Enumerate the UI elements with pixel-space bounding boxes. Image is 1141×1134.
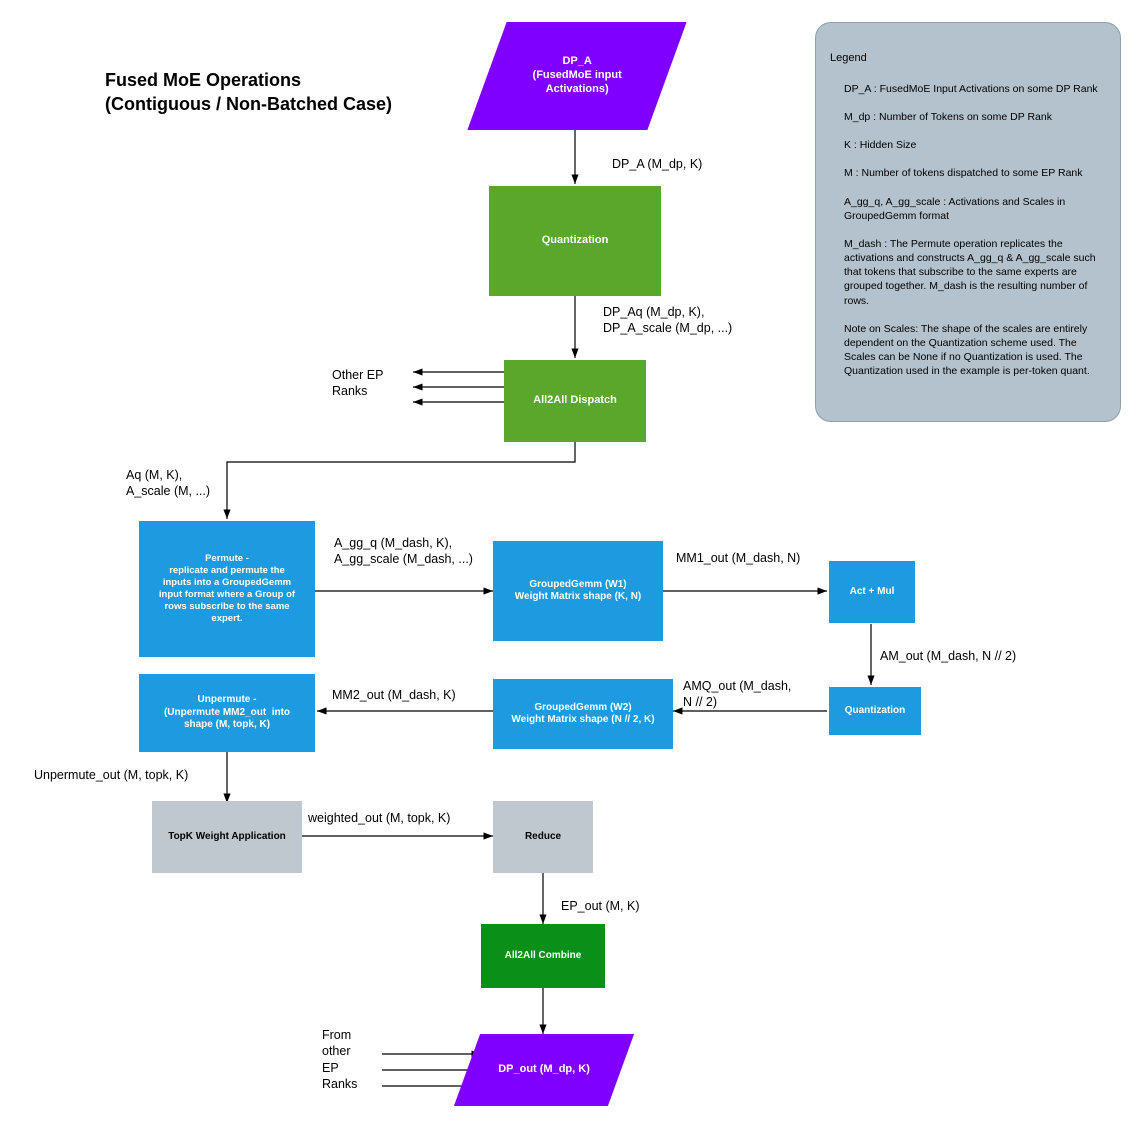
node-permute-label: Permute - replicate and permute the inputs into a GroupedGemm input format where a Group of rows subscribe to the same expert. xyxy=(158,553,296,624)
node-unpermute[interactable] xyxy=(139,674,315,752)
title-line-2: (Contiguous / Non-Batched Case) xyxy=(105,94,392,115)
edge-label-quant1-out: DP_Aq (M_dp, K), DP_A_scale (M_dp, ...) xyxy=(603,305,733,336)
legend-entry: DP_A : FusedMoE Input Activations on some DP Rank xyxy=(844,82,1098,95)
node-quantization-2-label: Quantization xyxy=(844,704,906,716)
edge-label-unpermute-out: Unpermute_out (M, topk, K) xyxy=(34,768,189,782)
edge-label-from-other-ep-ranks: From other EP Ranks xyxy=(322,1028,358,1091)
legend-entry: M_dp : Number of Tokens on some DP Rank xyxy=(844,111,1052,124)
node-permute[interactable] xyxy=(139,521,315,657)
node-dp-out[interactable] xyxy=(454,1034,634,1106)
node-grouped-gemm-w2[interactable] xyxy=(493,679,673,749)
edge-label-mm1-out: MM1_out (M_dash, N) xyxy=(676,551,801,565)
page-title xyxy=(105,68,392,117)
node-all2all-dispatch[interactable] xyxy=(504,360,646,442)
node-dp-out-label: DP_out (M_dp, K) xyxy=(498,1063,590,1076)
legend-entry: M : Number of tokens dispatched to some EP Rank xyxy=(844,167,1083,180)
node-quantization-1-label: Quantization xyxy=(541,234,609,247)
legend-entry: A_gg_q, A_gg_scale : Activations and Scales in GroupedGemm format xyxy=(844,195,1066,222)
legend-heading: Legend xyxy=(830,52,867,64)
node-all2all-combine[interactable] xyxy=(481,924,605,988)
title-line-1: Fused MoE Operations xyxy=(105,70,302,90)
edge-label-permute-out: A_gg_q (M_dash, K), A_gg_scale (M_dash, ...) xyxy=(334,536,473,567)
node-dp-a[interactable] xyxy=(467,22,686,130)
legend-entry: K : Hidden Size xyxy=(844,139,917,152)
edge-label-dispatch-out: Aq (M, K), A_scale (M, ...) xyxy=(126,468,211,499)
node-grouped-gemm-w2-label: GroupedGemm (W2) Weight Matrix shape (N // 2, K) xyxy=(511,701,655,725)
node-grouped-gemm-w1[interactable] xyxy=(493,541,663,641)
node-topk-weight-application-label: TopK Weight Application xyxy=(168,830,286,842)
edge-label-am-out: AM_out (M_dash, N // 2) xyxy=(880,649,1017,663)
edge-label-amq-out: AMQ_out (M_dash, N // 2) xyxy=(683,679,792,710)
node-reduce-label: Reduce xyxy=(524,830,562,842)
node-quantization-2[interactable] xyxy=(829,687,921,735)
edge-label-ep-out: EP_out (M, K) xyxy=(561,899,640,913)
node-all2all-dispatch-label: All2All Dispatch xyxy=(533,394,617,407)
node-quantization-1[interactable] xyxy=(489,186,661,296)
node-grouped-gemm-w1-label: GroupedGemm (W1) Weight Matrix shape (K, N) xyxy=(514,578,642,602)
edge-label-dp-a-out: DP_A (M_dp, K) xyxy=(612,157,703,171)
node-all2all-combine-label: All2All Combine xyxy=(504,949,582,961)
node-unpermute-label: Unpermute - (Unpermute MM2_out into shape (M, topk, K) xyxy=(163,694,291,731)
node-dp-a-label: DP_A (FusedMoE input Activations) xyxy=(532,55,622,95)
node-reduce[interactable] xyxy=(493,801,593,873)
edge-label-weighted-out: weighted_out (M, topk, K) xyxy=(308,811,451,825)
node-topk-weight-application[interactable] xyxy=(152,801,302,873)
legend-entry: M_dash : The Permute operation replicates the activations and constructs A_gg_q & A_gg_scale such that tokens that subscribe to the same experts are grouped together. M_dash is the resulting number of rows. xyxy=(844,237,1096,307)
edge-label-other-ep-ranks: Other EP Ranks xyxy=(332,368,384,399)
legend-panel xyxy=(815,22,1121,422)
node-act-mul[interactable] xyxy=(829,561,915,623)
legend-entry: Note on Scales: The shape of the scales are entirely dependent on the Quantization scheme used. The Scales can be None if no Quantization is used. The Quantization used in the example is per-token quant. xyxy=(844,322,1090,378)
node-act-mul-label: Act + Mul xyxy=(849,585,895,597)
edge-label-mm2-out: MM2_out (M_dash, K) xyxy=(332,688,456,702)
